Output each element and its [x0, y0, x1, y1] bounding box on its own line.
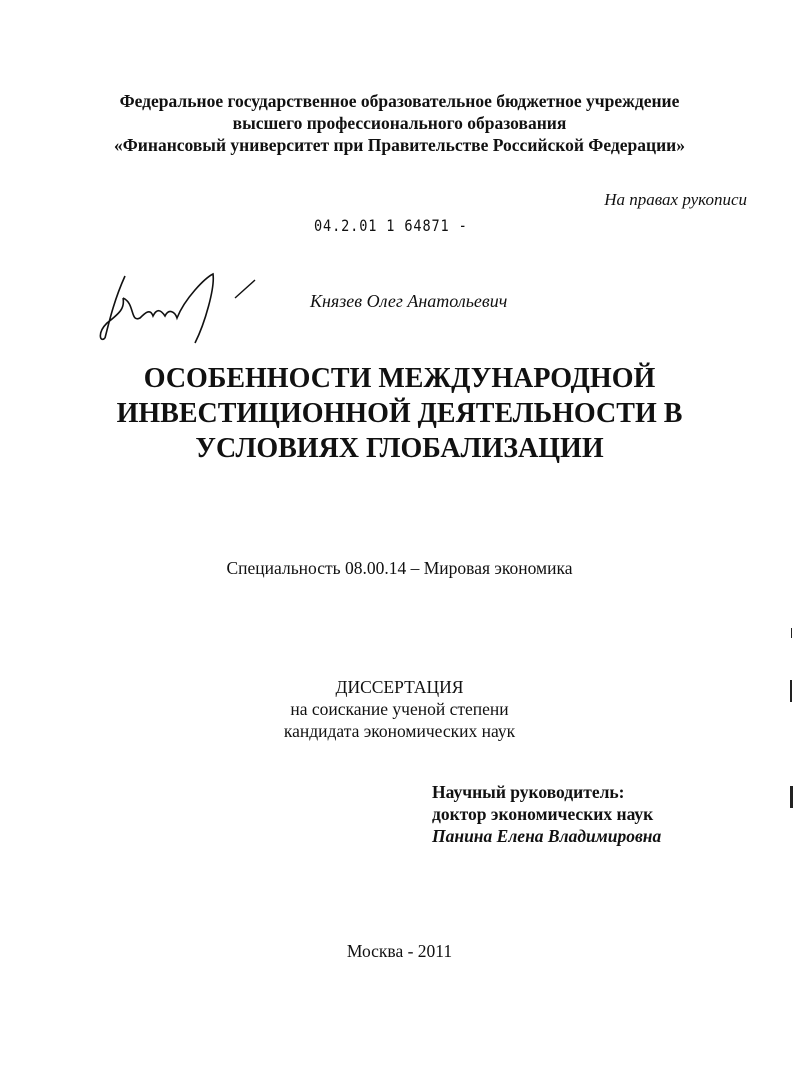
author-name: Князев Олег Анатольевич	[310, 291, 508, 311]
scan-artifact	[791, 628, 792, 638]
title-line-3: УСЛОВИЯХ ГЛОБАЛИЗАЦИИ	[195, 433, 604, 464]
title-line-1: ОСОБЕННОСТИ МЕЖДУНАРОДНОЙ	[143, 363, 656, 394]
city-year: Москва - 2011	[346, 941, 453, 961]
institution-header	[0, 90, 799, 156]
specialty: Специальность 08.00.14 – Мировая экономика	[226, 558, 573, 578]
institution-line-1: Федеральное государственное образовательное бюджетное учреждение	[119, 91, 680, 111]
dissertation-type	[0, 676, 799, 742]
degree-line-2: кандидата экономических наук	[283, 721, 516, 741]
institution-line-3: «Финансовый университет при Правительстве Российской Федерации»	[114, 135, 685, 155]
scan-artifact	[790, 786, 793, 808]
degree-line-1: на соискание ученой степени	[290, 699, 509, 719]
supervisor-block	[432, 781, 661, 847]
supervisor-label: Научный руководитель:	[432, 782, 625, 802]
dissertation-title	[0, 361, 799, 466]
title-line-2: ИНВЕСТИЦИОННОЙ ДЕЯТЕЛЬНОСТИ В	[116, 398, 683, 429]
scan-artifact	[790, 680, 792, 702]
author-signature	[95, 268, 265, 348]
institution-line-2: высшего профессионального образования	[232, 113, 567, 133]
manuscript-note: На правах рукописи	[604, 190, 747, 209]
supervisor-degree: доктор экономических наук	[432, 804, 654, 824]
registration-stamp: 04.2.01 1 64871 -	[314, 216, 468, 235]
dissertation-label: ДИССЕРТАЦИЯ	[335, 677, 464, 697]
supervisor-name: Панина Елена Владимировна	[432, 826, 662, 846]
